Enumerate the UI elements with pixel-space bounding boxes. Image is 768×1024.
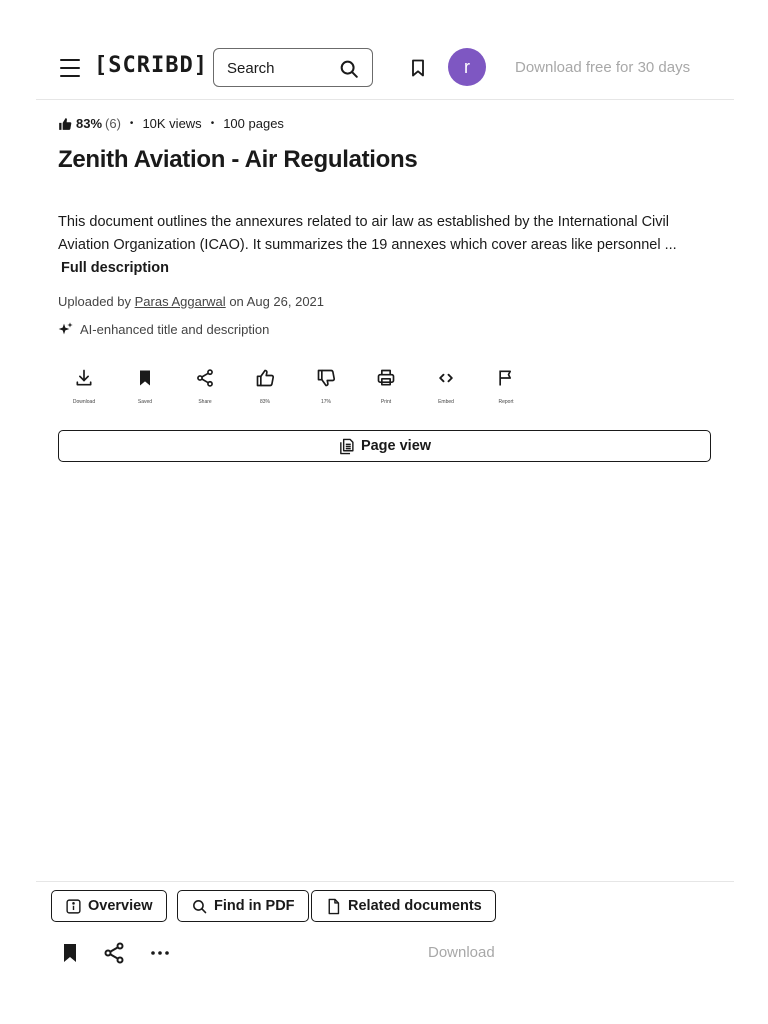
- action-label: Download: [72, 399, 96, 405]
- save-action[interactable]: [117, 368, 173, 405]
- related-documents-label: Related documents: [348, 898, 482, 914]
- document-title: Zenith Aviation - Air Regulations: [58, 146, 418, 173]
- upload-info: [58, 294, 324, 309]
- search-icon: [191, 898, 208, 915]
- separator-dot: •: [210, 118, 215, 129]
- action-label: 83%: [259, 399, 270, 405]
- report-action[interactable]: [478, 368, 534, 405]
- download-icon: [74, 368, 94, 388]
- action-label: 17%: [320, 399, 331, 405]
- bookmark-icon[interactable]: [58, 941, 82, 965]
- overview-label: Overview: [88, 898, 153, 914]
- embed-action[interactable]: [418, 368, 474, 405]
- pages-icon: [338, 438, 355, 455]
- share-action[interactable]: [177, 368, 233, 405]
- share-icon[interactable]: [102, 941, 126, 965]
- page-count: 100 pages: [223, 116, 284, 131]
- like-action[interactable]: [237, 368, 293, 405]
- more-options-icon[interactable]: [148, 941, 172, 965]
- bookmark-icon: [135, 368, 155, 388]
- document-meta: [58, 116, 284, 131]
- search-icon[interactable]: [338, 58, 360, 80]
- download-button[interactable]: Download: [428, 944, 495, 961]
- user-avatar[interactable]: r: [448, 48, 486, 86]
- bookmark-icon[interactable]: [408, 58, 428, 78]
- uploader-link[interactable]: Paras Aggarwal: [134, 294, 226, 309]
- full-description-button[interactable]: Full description: [61, 260, 169, 276]
- ai-note-text: AI-enhanced title and description: [80, 321, 270, 337]
- search-box[interactable]: [213, 48, 373, 87]
- download-action[interactable]: [56, 368, 112, 405]
- find-in-pdf-label: Find in PDF: [214, 898, 295, 914]
- upload-date: on Aug 26, 2021: [229, 294, 325, 309]
- document-description: This document outlines the annexures related to air law as established by the International Civil Aviation Organization (ICAO). It summarizes the 19 annexes which cover areas like personnel ...: [58, 214, 677, 253]
- rating-percent: 83%: [76, 116, 103, 131]
- thumbs-up-icon: [58, 117, 72, 131]
- document-icon: [325, 898, 342, 915]
- dislike-action[interactable]: [298, 368, 354, 405]
- print-action[interactable]: [358, 368, 414, 405]
- ai-enhanced-note: [58, 321, 269, 337]
- action-label: Report: [498, 399, 514, 405]
- action-label: Embed: [438, 399, 454, 405]
- top-header: [36, 0, 734, 100]
- rating-count: (6): [105, 116, 121, 131]
- download-free-link[interactable]: Download free for 30 days: [515, 59, 691, 76]
- sparkle-icon: [58, 321, 74, 337]
- find-in-pdf-button[interactable]: [177, 890, 309, 922]
- thumbs-down-icon: [316, 368, 336, 388]
- share-icon: [195, 368, 215, 388]
- related-documents-button[interactable]: [311, 890, 496, 922]
- print-icon: [376, 368, 396, 388]
- thumbs-up-icon: [255, 368, 275, 388]
- bottom-toolbar: [36, 881, 734, 1024]
- embed-icon: [436, 368, 456, 388]
- uploaded-by-label: Uploaded by: [58, 294, 131, 309]
- document-actions: [58, 368, 538, 412]
- page-view-label: Page view: [360, 438, 432, 454]
- separator-dot: •: [129, 118, 134, 129]
- search-input[interactable]: [227, 57, 332, 79]
- page-view-button[interactable]: [58, 430, 711, 462]
- view-count: 10K views: [142, 116, 202, 131]
- action-label: Share: [198, 399, 212, 405]
- hamburger-menu-icon[interactable]: [58, 56, 82, 80]
- action-label: Saved: [137, 399, 153, 405]
- info-icon: [65, 898, 82, 915]
- flag-icon: [496, 368, 516, 388]
- action-label: Print: [380, 399, 392, 405]
- overview-button[interactable]: [51, 890, 167, 922]
- scribd-logo[interactable]: [SCRIBD]: [94, 53, 208, 78]
